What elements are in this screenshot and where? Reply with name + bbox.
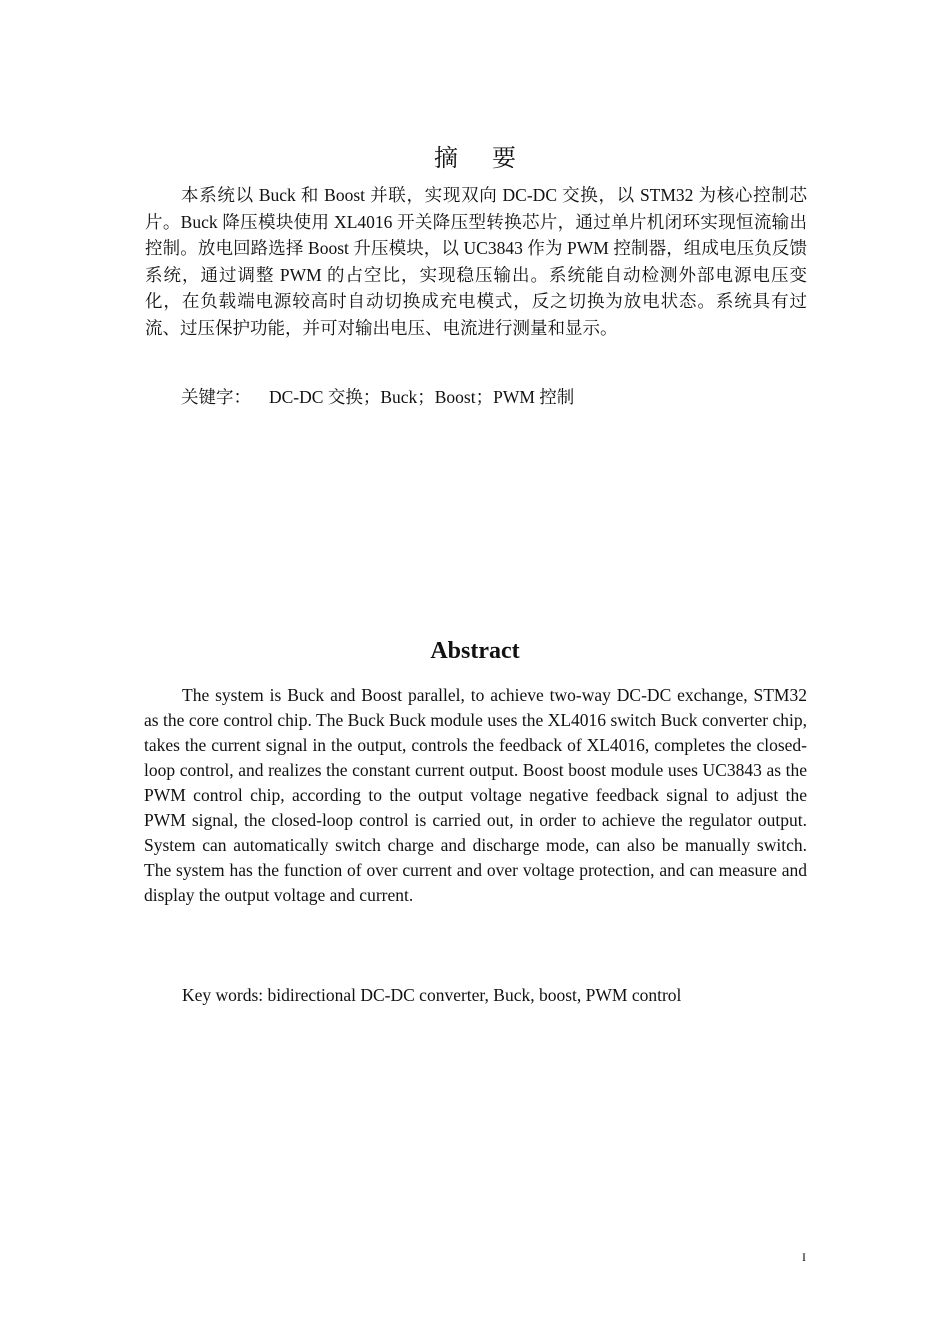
chinese-abstract-title: 摘要 [434, 146, 550, 172]
english-keywords: Key words: bidirectional DC-DC converter, Buck, boost, PWM control [182, 985, 682, 1005]
chinese-keywords [181, 384, 574, 410]
english-abstract-body: The system is Buck and Boost parallel, to achieve two-way DC-DC exchange, STM32 as the core control chip. The Buck Buck module uses the XL4016 switch Buck converter chip, takes the current signal in the output, controls the feedback of XL4016, completes the closed-loop control, and realizes the constant current output. Boost boost module uses UC3843 as the PWM control chip, according to the output voltage negative feedback signal to adjust the PWM signal, the closed-loop control is carried out, in order to achieve the regulator output. System can automatically switch charge and discharge mode, can also be manually switch. The system has the function of over current and over voltage protection, and can measure and display the output voltage and current. [144, 685, 807, 905]
chinese-abstract-body: 本系统以 Buck 和 Boost 并联，实现双向 DC-DC 交换，以 STM32 为核心控制芯片。Buck 降压模块使用 XL4016 开关降压型转换芯片，通过单片机闭环实现恒流输出控制。放电回路选择 Boost 升压模块，以 UC3843 作为 PWM 控制器，组成电压负反馈系统，通过调整 PWM 的占空比，实现稳压输出。系统能自动检测外部电源电压变化，在负载端电源较高时自动切换成充电模式，反之切换为放电状态。系统具有过流、过压保护功能，并可对输出电压、电流进行测量和显示。 [145, 185, 807, 338]
page-number: I [802, 1250, 806, 1264]
chinese-keywords-label: 关键字： [181, 387, 251, 407]
english-abstract-title: Abstract [430, 638, 520, 664]
chinese-keywords-value: DC-DC 交换；Buck；Boost；PWM 控制 [269, 387, 575, 407]
